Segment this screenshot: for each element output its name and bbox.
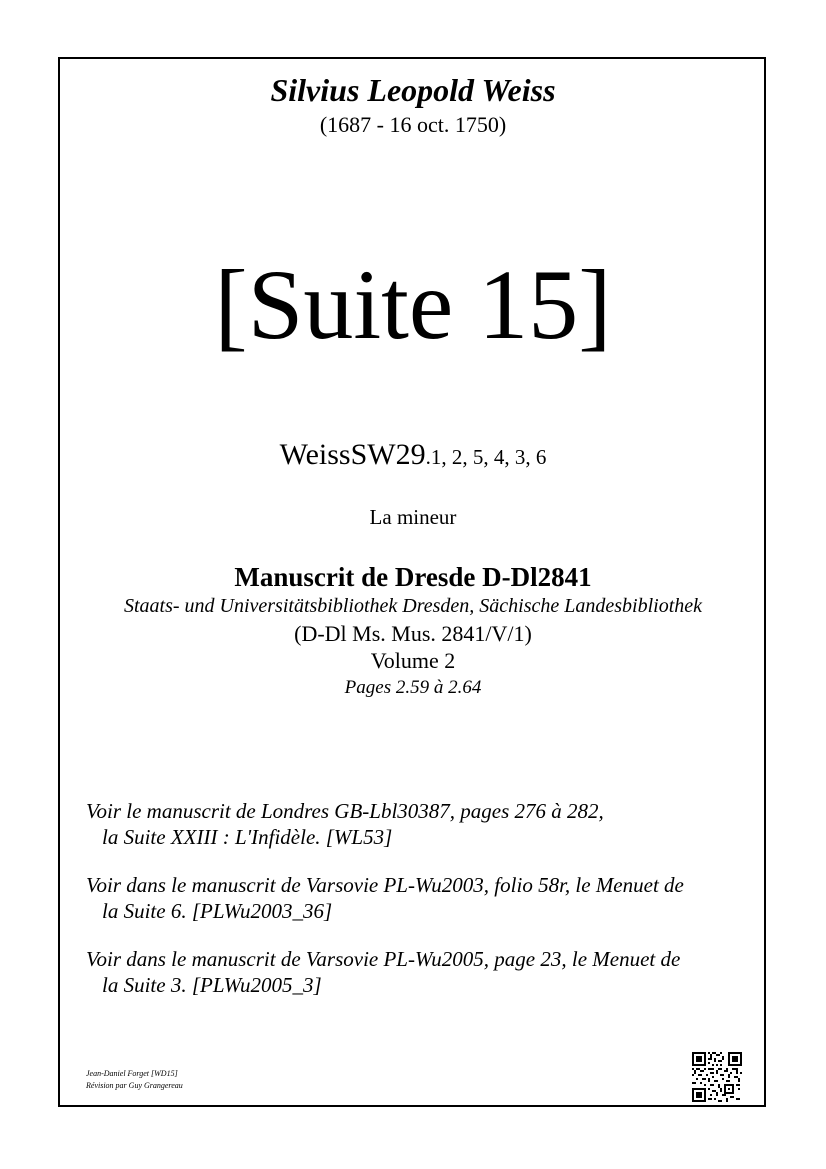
note-line: Voir le manuscrit de Londres GB-Lbl30387, pages 276 à 282, (86, 799, 604, 823)
catalog-movement-numbers: .1, 2, 5, 4, 3, 6 (425, 445, 547, 469)
library-name: Staats- und Universitätsbibliothek Dresden, Sächische Landesbibliothek (123, 595, 703, 617)
catalog-prefix: WeissSW29 (279, 438, 426, 471)
note-line: la Suite 6. [PLWu2003_36] (102, 899, 333, 923)
shelfmark: (D-Dl Ms. Mus. 2841/V/1) (294, 621, 532, 646)
credit-author: Jean-Daniel Forget [WD15] (86, 1069, 178, 1078)
credit-revision: Révision par Guy Grangereau (86, 1081, 183, 1090)
note-line: Voir dans le manuscrit de Varsovie PL-Wu2003, folio 58r, le Menuet de (86, 873, 684, 897)
notes-section (86, 798, 746, 1020)
note-london (86, 798, 746, 850)
note-line: la Suite XXIII : L'Infidèle. [WL53] (102, 825, 393, 849)
page-title: [Suite 15] (214, 249, 612, 360)
note-line: la Suite 3. [PLWu2005_3] (102, 973, 322, 997)
qr-code-icon (692, 1052, 742, 1102)
note-line: Voir dans le manuscrit de Varsovie PL-Wu2005, page 23, le Menuet de (86, 947, 681, 971)
composer-name: Silvius Leopold Weiss (270, 72, 556, 108)
note-warsaw-2003 (86, 872, 746, 924)
catalog-number (0, 438, 826, 472)
note-warsaw-2005 (86, 946, 746, 998)
credits (86, 1068, 183, 1092)
composer-dates: (1687 - 16 oct. 1750) (319, 112, 507, 137)
page-range: Pages 2.59 à 2.64 (344, 677, 482, 698)
key-signature: La mineur (369, 505, 457, 529)
volume: Volume 2 (370, 648, 456, 673)
manuscript-title: Manuscrit de Dresde D-Dl2841 (234, 562, 592, 592)
